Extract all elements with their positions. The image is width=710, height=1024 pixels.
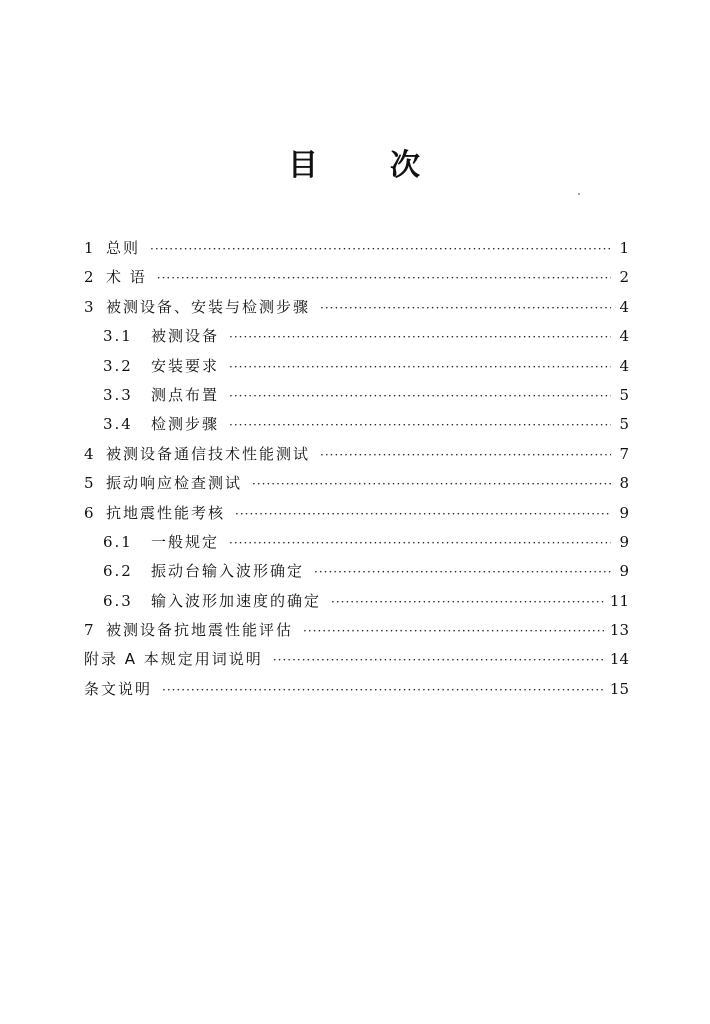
toc-entry-title: 一般规定 bbox=[151, 532, 220, 551]
toc-dot-leader bbox=[252, 470, 611, 499]
toc-entry-number: 1 bbox=[84, 239, 96, 257]
toc-entry-page: 4 bbox=[619, 356, 629, 375]
toc-entry-page: 9 bbox=[619, 562, 629, 581]
toc-entry-title: 术 语 bbox=[106, 268, 147, 287]
toc-entry-page: 5 bbox=[619, 385, 629, 404]
toc-entry[interactable] bbox=[84, 557, 629, 586]
toc-entry-page: 7 bbox=[619, 444, 629, 463]
toc-entry[interactable] bbox=[84, 645, 629, 674]
toc-dot-leader bbox=[157, 264, 611, 293]
toc-entry[interactable] bbox=[84, 263, 629, 292]
toc-entry[interactable] bbox=[84, 293, 629, 322]
toc-entry-number: 3.4 bbox=[103, 415, 133, 434]
toc-dot-leader bbox=[229, 323, 611, 352]
toc-entry-title: 安装要求 bbox=[151, 356, 220, 375]
toc-entry-title: 检测步骤 bbox=[151, 415, 220, 434]
toc-entry[interactable] bbox=[84, 675, 629, 704]
toc-entry-title: 附录 A 本规定用词说明 bbox=[84, 650, 263, 669]
toc-entry-title: 条文说明 bbox=[84, 679, 153, 698]
title-part-2: 次 bbox=[390, 148, 422, 183]
toc-dot-leader bbox=[229, 382, 611, 411]
toc-entry[interactable] bbox=[84, 352, 629, 381]
toc-entry-title: 被测设备通信技术性能测试 bbox=[106, 444, 311, 463]
toc-dot-leader bbox=[229, 353, 611, 382]
toc-entry-page: 1 bbox=[619, 239, 629, 257]
toc-entry-title: 被测设备、安装与检测步骤 bbox=[106, 297, 311, 316]
toc-dot-leader bbox=[229, 411, 611, 440]
toc-entry[interactable] bbox=[84, 499, 629, 528]
toc-entry-number: 6.2 bbox=[103, 562, 133, 581]
toc-entry-page: 9 bbox=[619, 503, 629, 522]
toc-entry-page: 14 bbox=[609, 650, 629, 669]
toc-entry[interactable] bbox=[84, 322, 629, 351]
toc-entry-page: 4 bbox=[619, 327, 629, 346]
toc-entry-number: 6.1 bbox=[103, 532, 133, 551]
table-of-contents bbox=[84, 234, 629, 704]
toc-entry[interactable] bbox=[84, 381, 629, 410]
toc-entry[interactable] bbox=[84, 528, 629, 557]
scan-speck bbox=[578, 193, 580, 195]
toc-entry-title: 被测设备抗地震性能评估 bbox=[106, 621, 294, 640]
toc-entry-page: 4 bbox=[619, 297, 629, 316]
toc-dot-leader bbox=[273, 646, 604, 675]
toc-entry-number: 6.3 bbox=[103, 591, 133, 610]
toc-entry-number: 2 bbox=[84, 268, 96, 287]
toc-entry-number: 7 bbox=[84, 621, 96, 640]
toc-dot-leader bbox=[229, 529, 611, 558]
toc-entry[interactable] bbox=[84, 234, 629, 263]
toc-entry-number: 5 bbox=[84, 474, 96, 493]
toc-entry-title: 振动台输入波形确定 bbox=[151, 562, 305, 581]
toc-entry-page: 11 bbox=[609, 591, 629, 610]
toc-entry-page: 8 bbox=[619, 474, 629, 493]
toc-entry-page: 5 bbox=[619, 415, 629, 434]
toc-dot-leader bbox=[162, 676, 604, 705]
toc-dot-leader bbox=[235, 500, 611, 529]
toc-entry-page: 9 bbox=[619, 532, 629, 551]
toc-entry-page: 13 bbox=[609, 621, 629, 640]
page-title bbox=[0, 140, 710, 184]
toc-entry-number: 6 bbox=[84, 503, 96, 522]
toc-entry[interactable] bbox=[84, 410, 629, 439]
toc-entry-number: 3.2 bbox=[103, 356, 133, 375]
toc-entry[interactable] bbox=[84, 440, 629, 469]
toc-entry-title: 抗地震性能考核 bbox=[106, 503, 226, 522]
toc-entry[interactable] bbox=[84, 587, 629, 616]
toc-dot-leader bbox=[314, 558, 611, 587]
toc-entry-number: 4 bbox=[84, 444, 96, 463]
toc-entry-page: 15 bbox=[609, 679, 629, 698]
toc-dot-leader bbox=[303, 617, 604, 646]
toc-entry-page: 2 bbox=[619, 268, 629, 287]
title-part-1: 目 bbox=[288, 148, 320, 183]
toc-dot-leader bbox=[331, 588, 604, 617]
toc-entry-number: 3 bbox=[84, 297, 96, 316]
toc-entry[interactable] bbox=[84, 616, 629, 645]
toc-entry-number: 3.3 bbox=[103, 385, 133, 404]
toc-entry-title: 输入波形加速度的确定 bbox=[151, 591, 322, 610]
toc-dot-leader bbox=[320, 441, 611, 470]
toc-entry[interactable] bbox=[84, 469, 629, 498]
toc-dot-leader bbox=[320, 294, 611, 323]
toc-entry-title: 振动响应检查测试 bbox=[106, 474, 243, 493]
toc-dot-leader bbox=[150, 235, 611, 264]
toc-entry-title: 总则 bbox=[106, 239, 141, 257]
toc-entry-number: 3.1 bbox=[103, 327, 133, 346]
toc-entry-title: 被测设备 bbox=[151, 327, 220, 346]
toc-entry-title: 测点布置 bbox=[151, 385, 220, 404]
